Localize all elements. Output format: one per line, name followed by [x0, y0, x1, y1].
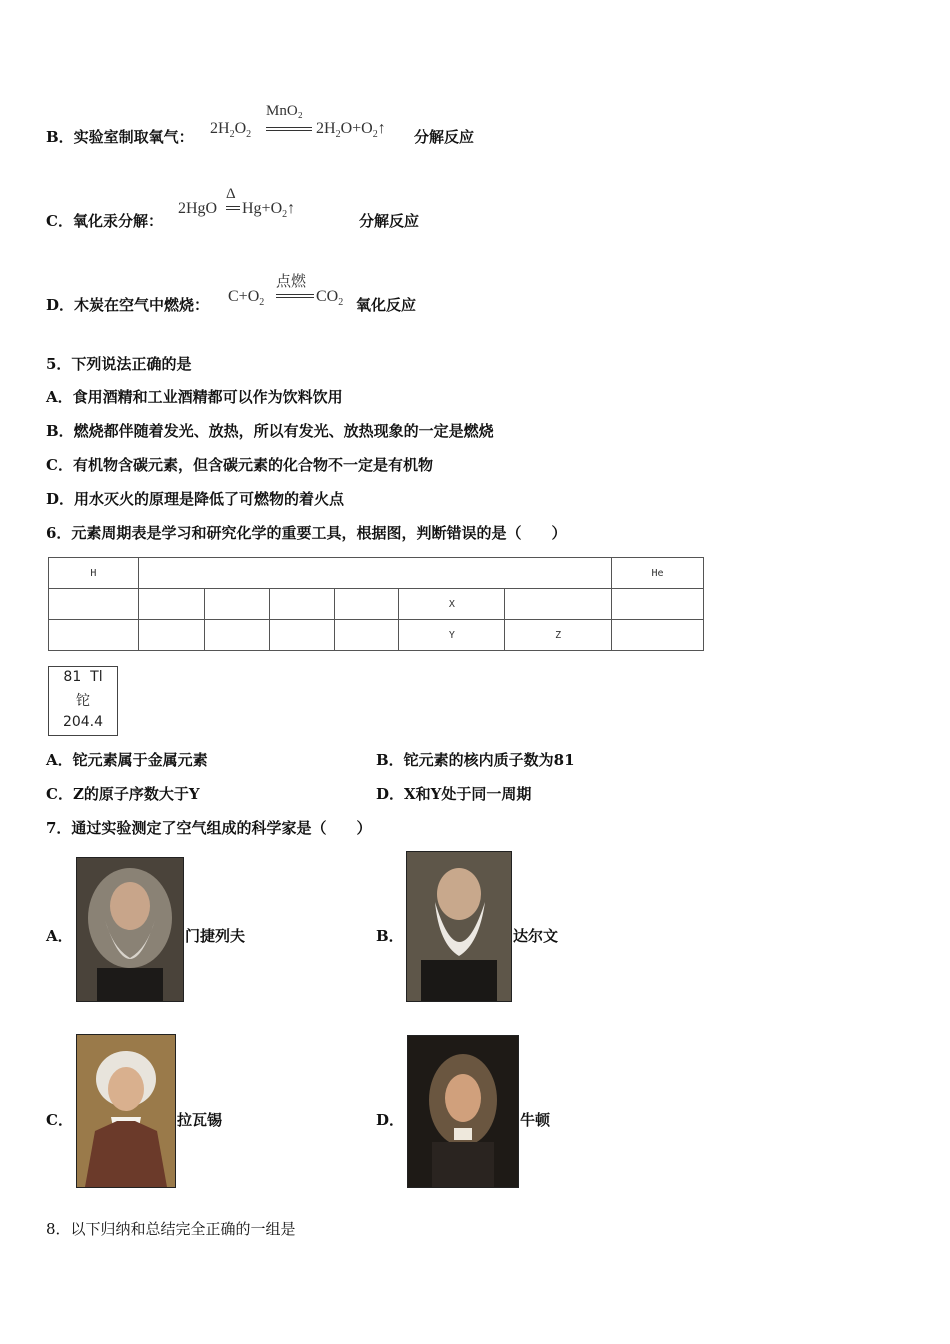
cell-he: He — [612, 558, 704, 589]
ignition-label: 点燃 — [276, 274, 307, 290]
q6-question: 6．元素周期表是学习和研究化学的重要工具，根据图，判断错误的是（ ） — [46, 524, 567, 542]
q7-option-d-letter: D． — [376, 1111, 405, 1129]
product-formula: $2H_2O+O_2↑$ — [316, 120, 386, 141]
reactant-formula: $2H_2O_2$ — [210, 120, 252, 141]
q5-option-c: C．有机物含碳元素，但含碳元素的化合物不一定是有机物 — [46, 456, 433, 474]
equals-sign — [226, 206, 240, 210]
reactant-formula: $C+O_2$ — [228, 288, 265, 309]
element-number-symbol — [49, 669, 117, 685]
lavoisier-portrait — [76, 1034, 176, 1188]
q5-option-b: B．燃烧都伴随着发光、放热，所以有发光、放热现象的一定是燃烧 — [46, 422, 494, 440]
q4-option-b-label: B．实验室制取氧气： — [46, 128, 194, 146]
equals-sign — [276, 294, 314, 298]
cell-h: H — [49, 558, 139, 589]
cell-empty-span — [138, 558, 611, 589]
q6-option-b: B．铊元素的核内质子数为81 — [376, 751, 575, 769]
q7-option-b-name: 达尔文 — [513, 927, 559, 945]
q7-option-b-letter: B． — [376, 927, 404, 945]
q4-option-d-label: D．木炭在空气中燃烧： — [46, 296, 210, 314]
q7-option-d-name: 牛顿 — [520, 1111, 551, 1129]
q4-option-c-type: 分解反应 — [359, 212, 420, 230]
q5-question: 5．下列说法正确的是 — [46, 355, 192, 373]
q7-option-a-name: 门捷列夫 — [185, 927, 246, 945]
equals-sign — [266, 127, 312, 131]
q5-option-a: A．食用酒精和工业酒精都可以作为饮料饮用 — [46, 388, 343, 406]
newton-portrait — [407, 1035, 519, 1188]
q4-option-d-type: 氧化反应 — [356, 296, 417, 314]
cell-z: Z — [505, 620, 612, 651]
periodic-table-fragment — [48, 557, 704, 651]
q6-option-c: C．Z的原子序数大于Y — [46, 785, 200, 803]
product-formula: $Hg+O_2↑$ — [242, 200, 296, 221]
q4-option-b-type: 分解反应 — [414, 128, 475, 146]
atomic-mass: 204.4 — [62, 714, 104, 730]
q7-option-c-letter: C． — [46, 1111, 73, 1129]
cell-y: Y — [399, 620, 505, 651]
q7-option-c-name: 拉瓦锡 — [177, 1111, 223, 1129]
q8-question: 8．以下归纳和总结完全正确的一组是 — [46, 1220, 296, 1238]
darwin-portrait — [406, 851, 512, 1002]
q6-option-d: D．X和Y处于同一周期 — [376, 785, 532, 803]
heat-symbol: Δ — [226, 186, 236, 202]
element-symbol: Tl — [90, 669, 103, 685]
mendeleev-portrait — [76, 857, 184, 1002]
product-formula: $CO_2$ — [316, 288, 344, 309]
catalyst-label: MnO₂ — [266, 103, 303, 119]
q4-option-c-label: C．氧化汞分解： — [46, 212, 163, 230]
atomic-number: 81 — [63, 669, 82, 685]
thallium-element-card — [48, 666, 118, 736]
cell-x: X — [399, 589, 505, 620]
q7-question: 7．通过实验测定了空气组成的科学家是（ ） — [46, 819, 372, 837]
q5-option-d: D．用水灭火的原理是降低了可燃物的着火点 — [46, 490, 345, 508]
q7-option-a-letter: A． — [46, 927, 73, 945]
element-name: 铊 — [76, 693, 90, 709]
q6-option-a: A．铊元素属于金属元素 — [46, 751, 208, 769]
reactant-formula: 2HgO — [178, 200, 218, 217]
